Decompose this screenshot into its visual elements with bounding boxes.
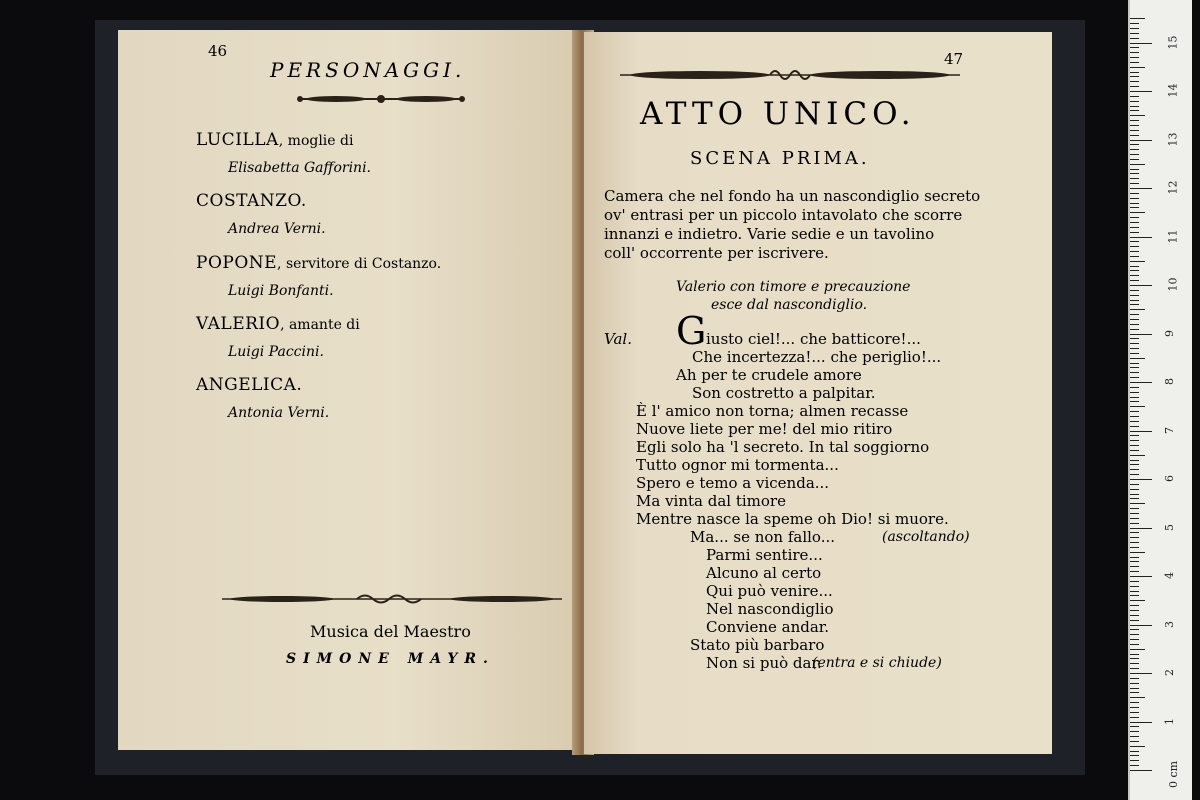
ruler-tick (1130, 91, 1152, 92)
ruler-tick (1130, 610, 1139, 611)
ruler-tick (1130, 295, 1139, 296)
role-description: , amante di (280, 317, 360, 333)
ruler-tick (1130, 552, 1145, 553)
ruler-label: 12 (1166, 180, 1180, 195)
ruler-tick (1130, 76, 1139, 77)
ruler-label: 4 (1163, 572, 1176, 579)
ruler-tick (1130, 712, 1139, 713)
role-popone (196, 253, 441, 273)
ruler-tick (1130, 23, 1139, 24)
ruler-tick (1130, 372, 1139, 373)
ruler-tick (1130, 144, 1139, 145)
ruler-tick (1130, 324, 1139, 325)
verse-line: È l' amico non torna; almen recasse (636, 402, 909, 420)
actor-name: Elisabetta Gafforini. (228, 160, 371, 176)
ruler-tick (1130, 401, 1139, 402)
ruler-tick (1130, 591, 1139, 592)
ruler-tick (1130, 300, 1139, 301)
ruler-tick (1130, 246, 1139, 247)
ruler-tick (1130, 290, 1139, 291)
ruler-tick (1130, 169, 1139, 170)
ruler-tick (1130, 382, 1152, 383)
ruler-tick (1130, 280, 1139, 281)
ruler-tick (1130, 688, 1139, 689)
ruler-tick (1130, 188, 1152, 189)
stage-line: innanzi e indietro. Varie sedie e un tavolino (604, 225, 935, 243)
verse-line: Conviene andar. (706, 618, 830, 636)
ruler-tick (1130, 678, 1139, 679)
ruler-tick (1130, 183, 1139, 184)
ruler-tick (1130, 731, 1139, 732)
actor-name: Luigi Paccini. (228, 344, 324, 360)
ruler-tick (1130, 125, 1139, 126)
ruler-tick (1130, 203, 1139, 204)
ruler-tick (1130, 746, 1145, 747)
ruler-tick (1130, 33, 1139, 34)
ruler-tick (1130, 314, 1139, 315)
ruler-tick (1130, 702, 1139, 703)
drop-cap: G (676, 309, 707, 353)
ruler-tick (1130, 503, 1145, 504)
ruler-label: 1 (1163, 717, 1176, 725)
ruler-tick (1130, 348, 1139, 349)
verse-line: Stato più barbaro (690, 636, 825, 654)
stage-direction: Valerio con timore e precauzione (676, 279, 911, 295)
verse-line: iusto ciel!... che batticore!... (706, 330, 921, 348)
ruler-tick (1130, 639, 1139, 640)
ruler-tick (1130, 164, 1145, 165)
ruler-tick (1130, 450, 1139, 451)
ruler-tick (1130, 673, 1152, 674)
ruler-label: 8 (1163, 378, 1176, 385)
ruler-tick (1130, 406, 1145, 407)
actor-name: Antonia Verni. (228, 405, 330, 421)
heading-ornament-icon (296, 92, 466, 106)
verse-line: Non si può dar. (706, 654, 822, 672)
ruler-tick (1130, 523, 1139, 524)
ruler-tick (1130, 159, 1139, 160)
verse-line: Spero e temo a vicenda... (636, 474, 830, 492)
composer-name: SIMONE MAYR. (286, 651, 495, 667)
ruler-tick (1130, 770, 1152, 771)
role-description: , moglie di (278, 133, 354, 149)
ruler-tick (1130, 343, 1139, 344)
ruler-tick (1130, 227, 1139, 228)
ruler-tick (1130, 455, 1145, 456)
stage-line: ov' entrasi per un piccolo intavolato che scorre (604, 206, 963, 224)
ruler-label: 9 (1163, 329, 1176, 337)
stage-direction: esce dal nascondiglio. (711, 297, 868, 313)
ruler-tick (1130, 765, 1139, 766)
ruler-tick (1130, 338, 1139, 339)
verse-line: Nuove liete per me! del mio ritiro (636, 420, 893, 438)
ruler-tick (1130, 654, 1139, 655)
ruler-tick (1130, 387, 1139, 388)
ruler-tick (1130, 658, 1139, 659)
role-description: , servitore di Costanzo. (277, 256, 442, 272)
ruler-tick (1130, 96, 1139, 97)
ruler-tick (1130, 557, 1139, 558)
ruler-tick (1130, 736, 1139, 737)
ruler-tick (1130, 329, 1139, 330)
ruler-tick (1130, 586, 1139, 587)
ruler-tick (1130, 668, 1139, 669)
stage-line: coll' occorrente per iscrivere. (604, 244, 829, 262)
ruler-tick (1130, 508, 1139, 509)
ruler-tick (1130, 309, 1145, 310)
verse-line: Alcuno al certo (706, 564, 822, 582)
ruler-tick (1130, 431, 1152, 432)
ruler-tick (1130, 120, 1139, 121)
ruler-tick (1130, 67, 1145, 68)
verse-line: Egli solo ha 'l secreto. In tal soggiorno (636, 438, 930, 456)
ruler-unit-label: 0 cm (1167, 760, 1181, 789)
role-costanzo (196, 191, 307, 211)
ruler-tick (1130, 479, 1152, 480)
ruler-tick (1130, 532, 1139, 533)
ruler-tick (1130, 435, 1139, 436)
ruler-tick (1130, 726, 1139, 727)
ruler-tick (1130, 135, 1139, 136)
ruler-tick (1130, 47, 1139, 48)
ruler-tick (1130, 237, 1152, 238)
ruler-tick (1130, 629, 1139, 630)
ruler-tick (1130, 566, 1139, 567)
scene-title: SCENA PRIMA. (690, 148, 870, 169)
role-lucilla (196, 130, 353, 150)
verse-line: Son costretto a palpitar. (692, 384, 876, 402)
verse-line: Ah per te crudele amore (676, 366, 862, 384)
verse-line: Ma vinta dal timore (636, 492, 786, 510)
ruler-tick (1130, 28, 1139, 29)
ruler-tick (1130, 130, 1139, 131)
ruler-tick (1130, 106, 1139, 107)
verse-line: Ma... se non fallo... (690, 528, 835, 546)
ruler-tick (1130, 198, 1139, 199)
aside-direction: (ascoltando) (882, 529, 970, 545)
ruler-tick (1130, 38, 1139, 39)
ruler-tick (1130, 460, 1139, 461)
ruler-tick (1130, 266, 1139, 267)
ruler-tick (1130, 377, 1139, 378)
act-title: ATTO UNICO. (640, 96, 916, 132)
verse-line: Mentre nasce la speme oh Dio! si muore. (636, 510, 949, 528)
ruler-tick (1130, 717, 1139, 718)
speaker-label: Val. (604, 330, 632, 348)
ruler-tick (1130, 193, 1139, 194)
left-page-number: 46 (208, 42, 228, 60)
ruler-tick (1130, 304, 1139, 305)
ruler-tick (1130, 755, 1139, 756)
role-angelica (196, 375, 302, 395)
actor-name: Luigi Bonfanti. (228, 283, 334, 299)
ruler-tick (1130, 571, 1139, 572)
ruler-tick (1130, 232, 1139, 233)
ruler-tick (1130, 751, 1139, 752)
ruler-tick (1130, 634, 1139, 635)
ruler-tick (1130, 154, 1139, 155)
ruler-label: 15 (1166, 35, 1180, 49)
ruler-label: 5 (1163, 523, 1176, 531)
ruler-tick (1130, 110, 1139, 111)
ruler-tick (1130, 663, 1139, 664)
role-name: LUCILLA (196, 130, 279, 150)
ruler-tick (1130, 334, 1152, 335)
ruler-label: 3 (1163, 620, 1176, 628)
ruler-tick (1130, 498, 1139, 499)
ruler-tick (1130, 222, 1139, 223)
role-valerio (196, 314, 360, 334)
ruler-tick (1130, 52, 1139, 53)
ruler-tick (1130, 426, 1139, 427)
ruler-tick (1130, 649, 1145, 650)
ruler-tick (1130, 261, 1145, 262)
ruler-label: 13 (1166, 132, 1180, 146)
ruler-tick (1130, 537, 1139, 538)
actor-name: Andrea Verni. (228, 221, 326, 237)
ruler-tick (1130, 411, 1139, 412)
ruler-tick (1130, 625, 1152, 626)
ruler-tick (1130, 600, 1145, 601)
ruler-tick (1130, 256, 1139, 257)
ruler-tick (1130, 285, 1152, 286)
ruler-tick (1130, 528, 1152, 529)
ruler-tick (1130, 149, 1139, 150)
ruler-label: 10 (1166, 277, 1180, 292)
role-name: COSTANZO. (196, 191, 307, 211)
stage-description (604, 187, 980, 263)
music-credit: Musica del Maestro (310, 622, 471, 641)
ruler-tick (1130, 576, 1152, 577)
ruler-tick (1130, 722, 1152, 723)
ruler-tick (1130, 217, 1139, 218)
ruler-tick (1130, 397, 1139, 398)
ruler-tick (1130, 207, 1139, 208)
ruler-tick (1130, 615, 1139, 616)
ruler-tick (1130, 43, 1152, 44)
verse-line: Tutto ognor mi tormenta... (636, 456, 839, 474)
verse-line: Nel nascondiglio (706, 600, 834, 618)
ruler-tick (1130, 319, 1139, 320)
ruler-tick (1130, 140, 1152, 141)
ruler-tick (1130, 212, 1145, 213)
ruler-tick (1130, 683, 1139, 684)
ruler-tick (1130, 18, 1145, 19)
ruler-tick (1130, 484, 1139, 485)
ruler-tick (1130, 275, 1139, 276)
ruler-tick (1130, 101, 1139, 102)
measuring-ruler (1128, 0, 1192, 800)
role-name: ANGELICA. (196, 375, 303, 395)
verse-line: Parmi sentire... (706, 546, 823, 564)
stage-line: Camera che nel fondo ha un nascondiglio secreto (604, 187, 981, 205)
ruler-tick (1130, 421, 1139, 422)
ruler-tick (1130, 62, 1139, 63)
ruler-tick (1130, 81, 1139, 82)
ruler-tick (1130, 241, 1139, 242)
ruler-tick (1130, 474, 1139, 475)
ruler-tick (1130, 367, 1139, 368)
ruler-tick (1130, 595, 1139, 596)
ruler-tick (1130, 86, 1139, 87)
ruler-tick (1130, 581, 1139, 582)
ruler-tick (1130, 416, 1139, 417)
ruler-tick (1130, 115, 1145, 116)
ruler-tick (1130, 251, 1139, 252)
ruler-tick (1130, 72, 1139, 73)
ruler-label: 7 (1163, 426, 1176, 434)
ruler-tick (1130, 741, 1139, 742)
ruler-tick (1130, 605, 1139, 606)
ruler-tick (1130, 692, 1139, 693)
ruler-tick (1130, 513, 1139, 514)
ruler-tick (1130, 173, 1139, 174)
ruler-tick (1130, 57, 1139, 58)
ruler-tick (1130, 358, 1145, 359)
ruler-tick (1130, 518, 1139, 519)
ruler-tick (1130, 494, 1139, 495)
ruler-tick (1130, 178, 1139, 179)
role-name: POPONE (196, 253, 278, 273)
verse-line: Qui può venire... (706, 582, 833, 600)
ruler-tick (1130, 542, 1139, 543)
header-ornament-icon (620, 66, 960, 84)
ruler-tick (1130, 489, 1139, 490)
ruler-tick (1130, 707, 1139, 708)
ruler-tick (1130, 561, 1139, 562)
ruler-tick (1130, 697, 1145, 698)
ruler-tick (1130, 464, 1139, 465)
ruler-label: 2 (1163, 669, 1176, 676)
ruler-tick (1130, 760, 1139, 761)
role-name: VALERIO (196, 314, 281, 334)
ruler-tick (1130, 270, 1139, 271)
aside-direction: (entra e si chiude) (812, 655, 942, 671)
personaggi-heading: PERSONAGGI. (270, 58, 466, 82)
right-page-number: 47 (944, 50, 964, 68)
ruler-tick (1130, 353, 1139, 354)
ruler-label: 11 (1166, 229, 1180, 243)
ruler-tick (1130, 547, 1139, 548)
ruler-label: 14 (1166, 83, 1180, 98)
ruler-tick (1130, 363, 1139, 364)
ruler-tick (1130, 440, 1139, 441)
ruler-tick (1130, 392, 1139, 393)
ruler-tick (1130, 644, 1139, 645)
divider-ornament-icon (222, 592, 562, 606)
ruler-tick (1130, 469, 1139, 470)
ruler-tick (1130, 445, 1139, 446)
ruler-label: 6 (1163, 475, 1176, 482)
verse-line: Che incertezza!... che periglio!... (692, 348, 942, 366)
ruler-tick (1130, 620, 1139, 621)
